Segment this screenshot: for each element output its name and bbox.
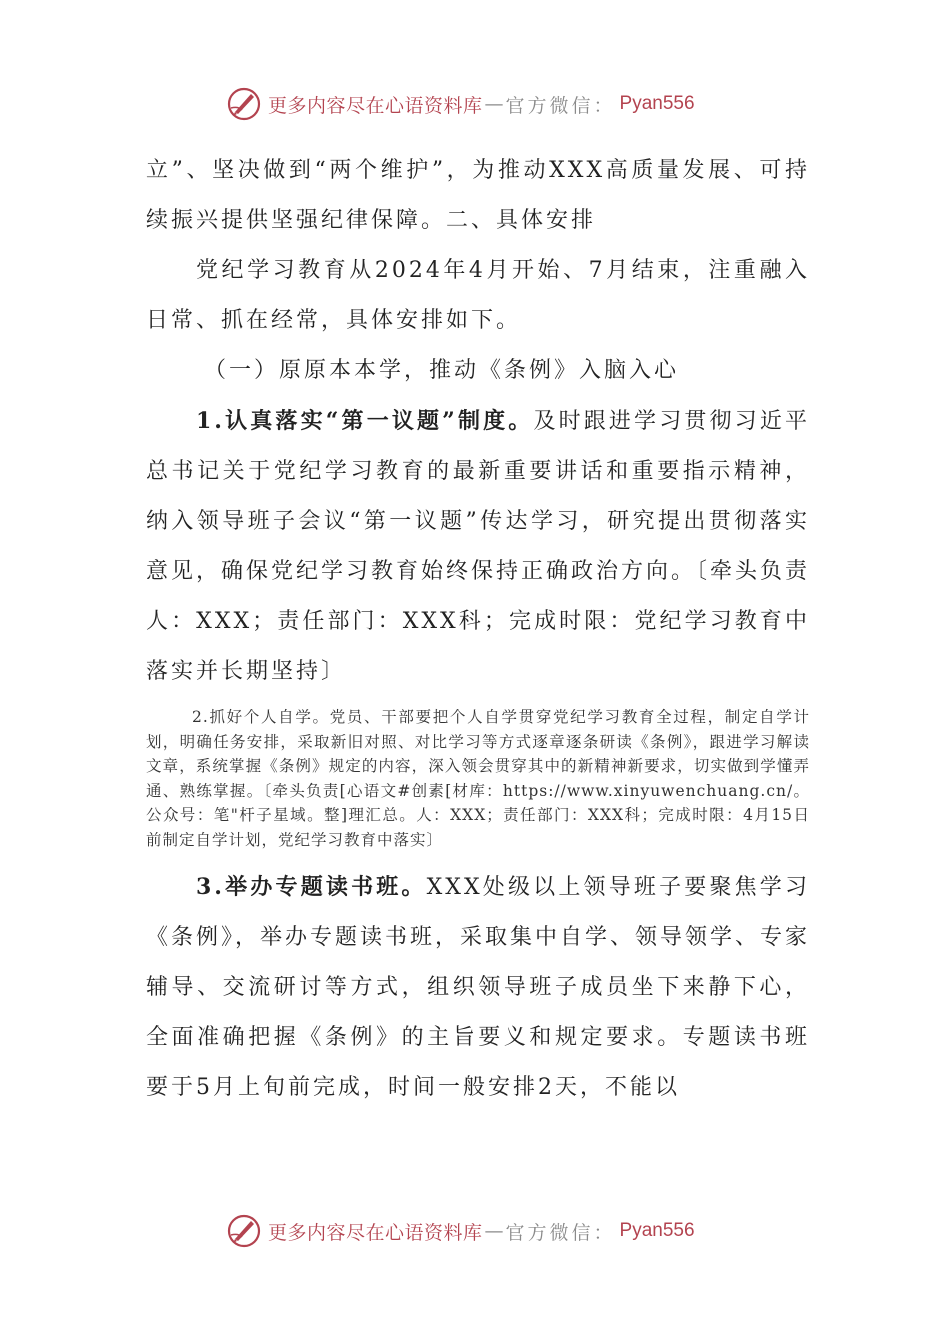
wechat-id: Pyan556 xyxy=(619,93,695,114)
footer-wechat-label: 官方微信： xyxy=(505,1221,616,1244)
paragraph-schedule: 党纪学习教育从2024年4月开始、7月结束，注重融入日常、抓在经常，具体安排如下。 xyxy=(146,258,810,333)
pen-logo-icon xyxy=(226,1213,262,1249)
document-body xyxy=(146,146,810,1113)
banner-separator: — xyxy=(484,93,504,115)
item-2: 2.抓好个人自学。党员、干部要把个人自学贯穿党纪学习教育全过程，制定自学计划，明确任务安排，采取新旧对照、对比学习等方式逐章逐条研读《条例》，跟进学习解读文章，系统掌握《条例》规定的内容，深入领会贯穿其中的新精神新要求，切实做到学懂弄通、熟练掌握。〔牵头负责[心语文#创素[材库：https://www.xinyuwenchuang.cn/。公众号：笔"杆子星域。整]理汇总。人：XXX；责任部门：XXX科；完成时限：4月15日前制定自学计划，党纪学习教育中落实〕 xyxy=(146,708,810,849)
footer-banner-separator: — xyxy=(484,1220,504,1242)
item-1-text: 及时跟进学习贯彻习近平总书记关于党纪学习教育的最新重要讲话和重要指示精神，纳入领导班子会议“第一议题”传达学习，研究提出贯彻落实意见，确保党纪学习教育始终保持正确政治方向。〔牵头负责人：XXX；责任部门：XXX科；完成时限：党纪学习教育中落实并长期坚持〕 xyxy=(146,409,811,684)
item-1 xyxy=(146,396,810,697)
item-3 xyxy=(146,862,810,1113)
footer-banner-text: 更多内容尽在心语资料库 xyxy=(268,1221,483,1244)
section-title xyxy=(146,346,810,396)
item-3-title: 3.举办专题读书班。 xyxy=(196,874,427,900)
header-banner xyxy=(226,84,695,124)
paragraph-continuation: 立”、坚决做到“两个维护”，为推动XXX高质量发展、可持续振兴提供坚强纪律保障。二、具体安排 xyxy=(146,158,810,233)
item-3-text: XXX处级以上领导班子要聚焦学习《条例》，举办专题读书班，采取集中自学、领导领学、专家辅导、交流研讨等方式，组织领导班子成员坐下来静下心，全面准确把握《条例》的主旨要义和规定要求。专题读书班要于5月上旬前完成，时间一般安排2天，不能以 xyxy=(146,875,811,1100)
section-title-text: （一）原原本本学，推动《条例》入脑入心 xyxy=(204,358,680,383)
pen-logo-icon xyxy=(226,86,262,122)
footer-banner xyxy=(226,1211,695,1251)
wechat-label: 官方微信： xyxy=(505,94,616,117)
banner-text: 更多内容尽在心语资料库 xyxy=(268,94,483,117)
footer-wechat-id: Pyan556 xyxy=(619,1220,695,1241)
item-1-title: 1.认真落实“第一议题”制度。 xyxy=(196,408,534,434)
